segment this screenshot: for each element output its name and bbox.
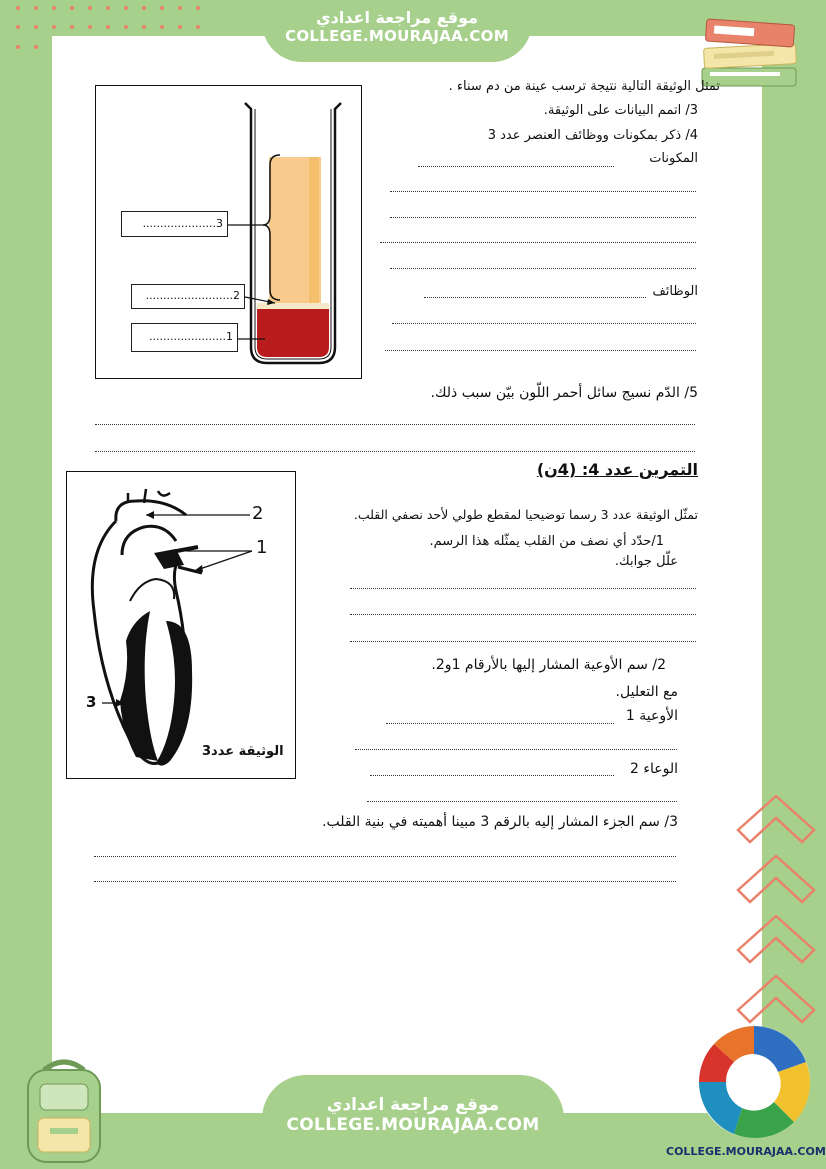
answer-line-functions-1[interactable] [424, 297, 646, 298]
answer-line-ex4-q1-3[interactable] [350, 641, 696, 642]
label-box-3[interactable]: .....................3 [121, 211, 228, 237]
answer-line-q5-2[interactable] [95, 451, 695, 452]
heart-label-1: 1 [256, 537, 268, 558]
answer-line-vessel1-2[interactable] [355, 749, 677, 750]
components-label: المكونات [649, 151, 698, 166]
heart-label-3: 3 [86, 693, 97, 711]
vessel-2-label: الوعاء 2 [630, 761, 678, 777]
answer-line-ex4-q3-2[interactable] [94, 881, 676, 882]
site-logo-icon [694, 1024, 816, 1142]
ex4-q2-line1: 2/ سم الأوعية المشار إليها بالأرقام 1و2. [431, 657, 666, 673]
ex4-q1-line1: 1/حدّد أي نصف من القلب يمثّله هذا الرسم. [429, 534, 664, 549]
ex4-q1-line2: علّل جوابك. [614, 554, 678, 569]
answer-line-functions-3[interactable] [385, 350, 696, 351]
answer-line-functions-2[interactable] [392, 323, 696, 324]
label-box-1[interactable]: ......................1 [131, 323, 238, 352]
ex4-intro: تمثّل الوثيقة عدد 3 رسما توضيحيا لمقطع طولي لأحد نصفي القلب. [353, 507, 698, 522]
backpack-icon [14, 1056, 114, 1164]
answer-line-components-5[interactable] [390, 268, 696, 269]
functions-label: الوظائف [652, 284, 698, 299]
ex3-intro: تمثل الوثيقة التالية نتيجة ترسب عينة من دم سناء . [448, 79, 720, 94]
ex4-q3: 3/ سم الجزء المشار إليه بالرقم 3 مبينا أهميته في بنية القلب. [322, 814, 678, 830]
footer-site-url[interactable]: COLLEGE.MOURAJAA.COM [286, 1115, 540, 1135]
answer-line-components-4[interactable] [380, 242, 696, 243]
vessel-1-label: الأوعية 1 [625, 708, 678, 724]
logo-url-text[interactable]: COLLEGE.MOURAJAA.COM [666, 1145, 826, 1158]
ex4-q2-line2: مع التعليل. [615, 684, 678, 700]
answer-line-ex4-q1-2[interactable] [350, 614, 696, 615]
answer-line-vessel2-1[interactable] [370, 775, 614, 776]
answer-line-components-1[interactable] [418, 166, 614, 167]
footer-site-name: موقع مراجعة اعدادي [326, 1095, 500, 1115]
header-banner [262, 0, 532, 62]
answer-line-vessel1-1[interactable] [386, 723, 614, 724]
ex4-title: التمرين عدد 4: (4ن) [536, 460, 698, 479]
label-box-2[interactable]: .........................2 [131, 284, 245, 309]
chevron-decoration [732, 790, 822, 1040]
heart-doc-caption: الوثيقة عدد3 [202, 744, 284, 759]
ex3-q5: 5/ الدّم نسيج سائل أحمر اللّون بيّن سبب ذلك. [430, 385, 698, 401]
header-site-name: موقع مراجعة اعدادي [315, 8, 479, 27]
ex3-q3: 3/ اتمم البيانات على الوثيقة. [543, 103, 698, 118]
answer-line-components-3[interactable] [390, 217, 696, 218]
ex3-q4: 4/ ذكر بمكونات ووظائف العنصر عدد 3 [487, 128, 698, 143]
heart-label-2: 2 [252, 503, 264, 524]
header-site-url[interactable]: COLLEGE.MOURAJAA.COM [285, 27, 509, 45]
answer-line-ex4-q3-1[interactable] [94, 856, 676, 857]
answer-line-vessel2-2[interactable] [367, 801, 677, 802]
answer-line-ex4-q1-1[interactable] [350, 588, 696, 589]
answer-line-q5-1[interactable] [95, 424, 695, 425]
answer-line-components-2[interactable] [390, 191, 696, 192]
footer-banner [262, 1075, 564, 1169]
